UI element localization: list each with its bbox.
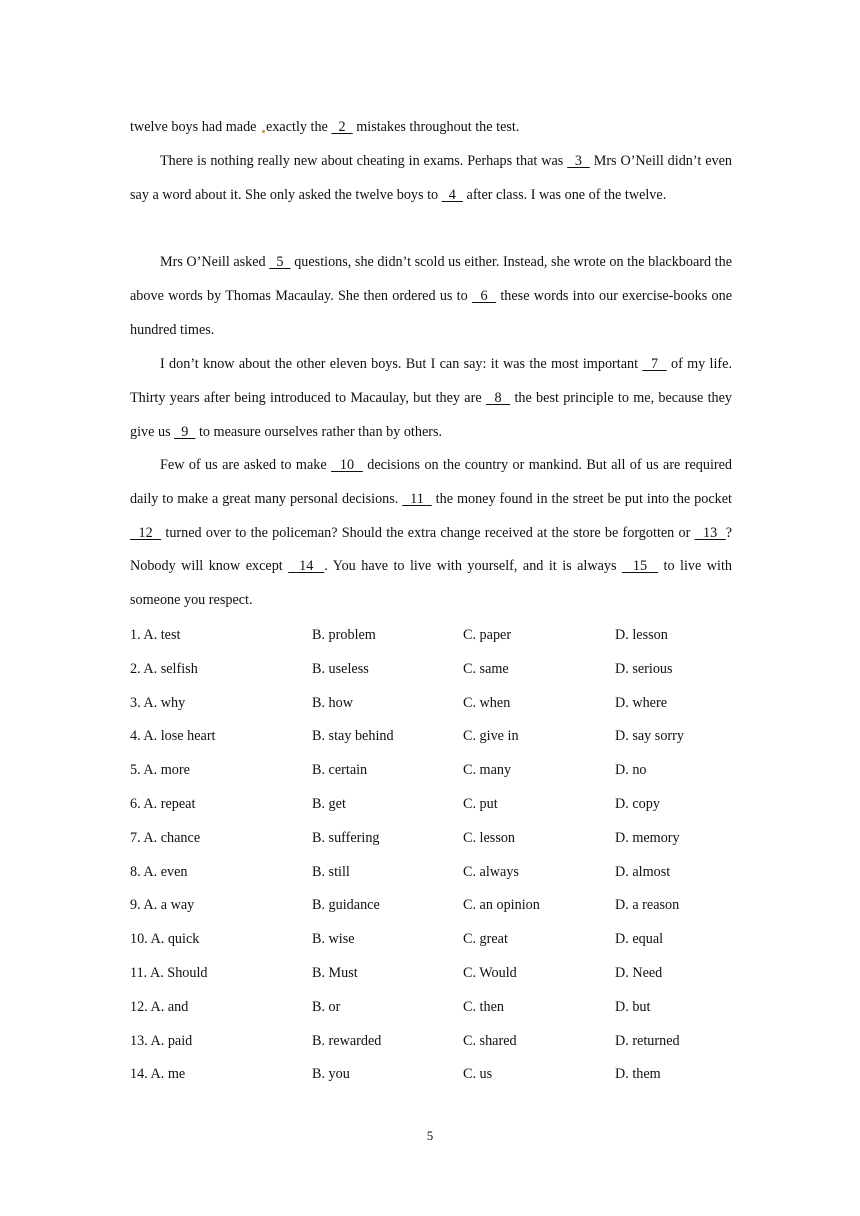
- option-d: D. serious: [615, 660, 673, 677]
- option-d: D. but: [615, 998, 651, 1015]
- text: decisions on the country or mankind. But all of us are required daily to make a great many personal decisions.: [130, 457, 733, 507]
- text: . You have to live with yourself, and it is always: [324, 558, 622, 575]
- option-d: D. no: [615, 762, 647, 779]
- option-d: D. a reason: [615, 897, 680, 914]
- option-b: B. still: [312, 863, 350, 880]
- option-c: C. paper: [463, 627, 512, 643]
- option-c: C. put: [463, 795, 498, 812]
- paragraph-5: [130, 449, 732, 618]
- option-b: B. or: [312, 998, 341, 1015]
- answer-options: [130, 619, 750, 1092]
- option-b: B. get: [312, 795, 346, 812]
- option-a: 13. A. paid: [130, 1032, 193, 1049]
- option-row: [130, 754, 750, 788]
- text: Few of us are asked to make: [160, 457, 332, 473]
- option-row: [130, 923, 750, 957]
- text: exactly the: [266, 119, 332, 135]
- option-a: 5. A. more: [130, 762, 190, 779]
- option-row: [130, 653, 750, 687]
- blank-5: 5: [269, 254, 291, 270]
- option-row: [130, 687, 750, 721]
- blank-14: 14: [288, 558, 325, 575]
- text: to live with someone you respect.: [130, 558, 732, 609]
- option-b: B. guidance: [312, 897, 380, 914]
- option-b: B. Must: [312, 964, 358, 981]
- text: I don’t know about the other eleven boys. But I can say: it was the most important: [160, 356, 643, 372]
- blank-4: 4: [441, 186, 463, 203]
- option-d: D. almost: [615, 863, 671, 880]
- option-c: C. always: [463, 863, 519, 880]
- option-a: 3. A. why: [130, 694, 186, 711]
- text: turned over to the policeman? Should the extra change received at the store be forgotten or: [161, 524, 695, 541]
- page-number: 5: [426, 1128, 434, 1143]
- option-c: C. same: [463, 660, 509, 677]
- option-c: C. an opinion: [463, 897, 540, 914]
- option-b: B. how: [312, 694, 353, 711]
- blank-15: 15: [622, 558, 659, 575]
- option-row: [130, 788, 750, 822]
- option-a: 4. A. lose heart: [130, 728, 216, 745]
- option-d: D. them: [615, 1066, 661, 1083]
- option-a: 8. A. even: [130, 863, 188, 880]
- text: ? Nobody will know except: [130, 524, 733, 575]
- option-row: [130, 1025, 750, 1059]
- text: twelve boys had made: [130, 119, 261, 135]
- option-c: C. great: [463, 931, 508, 948]
- text: There is nothing really new about cheating in exams. Perhaps that was: [160, 153, 568, 169]
- text: these words into our exercise-books one hundred times.: [130, 287, 733, 338]
- text: after class. I was one of the twelve.: [462, 186, 667, 203]
- option-a: 1. A. test: [130, 627, 181, 643]
- option-row: [130, 889, 750, 923]
- option-d: D. where: [615, 694, 667, 711]
- text: Mrs O’Neill didn’t even say a word about it. She only asked the twelve boys to: [130, 153, 732, 203]
- paragraph-4: [130, 348, 732, 449]
- blank-2: 2: [331, 119, 353, 135]
- option-d: D. say sorry: [615, 728, 684, 745]
- option-a: 2. A. selfish: [130, 660, 198, 677]
- option-c: C. then: [463, 998, 504, 1015]
- option-a: 10. A. quick: [130, 931, 200, 948]
- blank-13: 13: [694, 524, 726, 541]
- text: of my life. Thirty years after being introduced to Macaulay, but they are: [130, 356, 732, 406]
- option-b: B. certain: [312, 762, 368, 779]
- option-c: C. when: [463, 694, 511, 711]
- option-a: 12. A. and: [130, 998, 189, 1015]
- blank-8: 8: [485, 389, 511, 406]
- option-d: D. Need: [615, 964, 663, 981]
- option-d: D. copy: [615, 795, 660, 812]
- option-d: D. equal: [615, 931, 664, 948]
- blank-9: 9: [174, 423, 196, 440]
- blank-10: 10: [331, 457, 363, 473]
- option-c: C. shared: [463, 1032, 517, 1049]
- option-c: C. us: [463, 1066, 493, 1083]
- blank-12: 12: [130, 524, 162, 541]
- text: questions, she didn’t scold us either. Instead, she wrote on the blackboard the above words by Thomas Macaulay. She then ordered us to: [130, 254, 733, 304]
- option-b: B. stay behind: [312, 728, 394, 745]
- text: Mrs O’Neill asked: [160, 254, 270, 270]
- blank-11: 11: [402, 490, 432, 507]
- option-d: D. lesson: [615, 627, 668, 643]
- blank-3: 3: [567, 153, 590, 169]
- text: the best principle to me, because they give us: [130, 389, 733, 440]
- option-b: B. useless: [312, 660, 369, 677]
- option-a: 9. A. a way: [130, 897, 195, 914]
- text: mistakes throughout the test.: [352, 119, 520, 135]
- paragraph-3: [130, 246, 732, 347]
- option-c: C. Would: [463, 964, 517, 981]
- blank-7: 7: [642, 356, 667, 372]
- option-c: C. many: [463, 762, 512, 779]
- anchor-mark-icon: [262, 130, 265, 133]
- option-c: C. lesson: [463, 829, 516, 846]
- option-d: D. returned: [615, 1032, 680, 1049]
- option-b: B. suffering: [312, 829, 380, 846]
- option-a: 11. A. Should: [130, 964, 208, 981]
- option-b: B. wise: [312, 931, 355, 948]
- option-b: B. you: [312, 1066, 350, 1083]
- text: the money found in the street be put into the pocket: [431, 490, 732, 507]
- paragraph-2: [130, 145, 732, 213]
- option-row: [130, 822, 750, 856]
- option-row: [130, 991, 750, 1025]
- text: to measure ourselves rather than by others.: [195, 423, 443, 440]
- option-row: [130, 856, 750, 890]
- option-a: 7. A. chance: [130, 829, 201, 846]
- option-row: [130, 957, 750, 991]
- option-row: [130, 1058, 750, 1092]
- option-d: D. memory: [615, 829, 680, 846]
- option-b: B. rewarded: [312, 1032, 382, 1049]
- option-b: B. problem: [312, 627, 376, 643]
- blank-6: 6: [471, 287, 497, 304]
- passage-line-1: [130, 111, 732, 145]
- option-a: 14. A. me: [130, 1066, 186, 1083]
- option-a: 6. A. repeat: [130, 795, 196, 812]
- option-row: [130, 720, 750, 754]
- option-c: C. give in: [463, 728, 519, 745]
- option-row: [130, 619, 750, 653]
